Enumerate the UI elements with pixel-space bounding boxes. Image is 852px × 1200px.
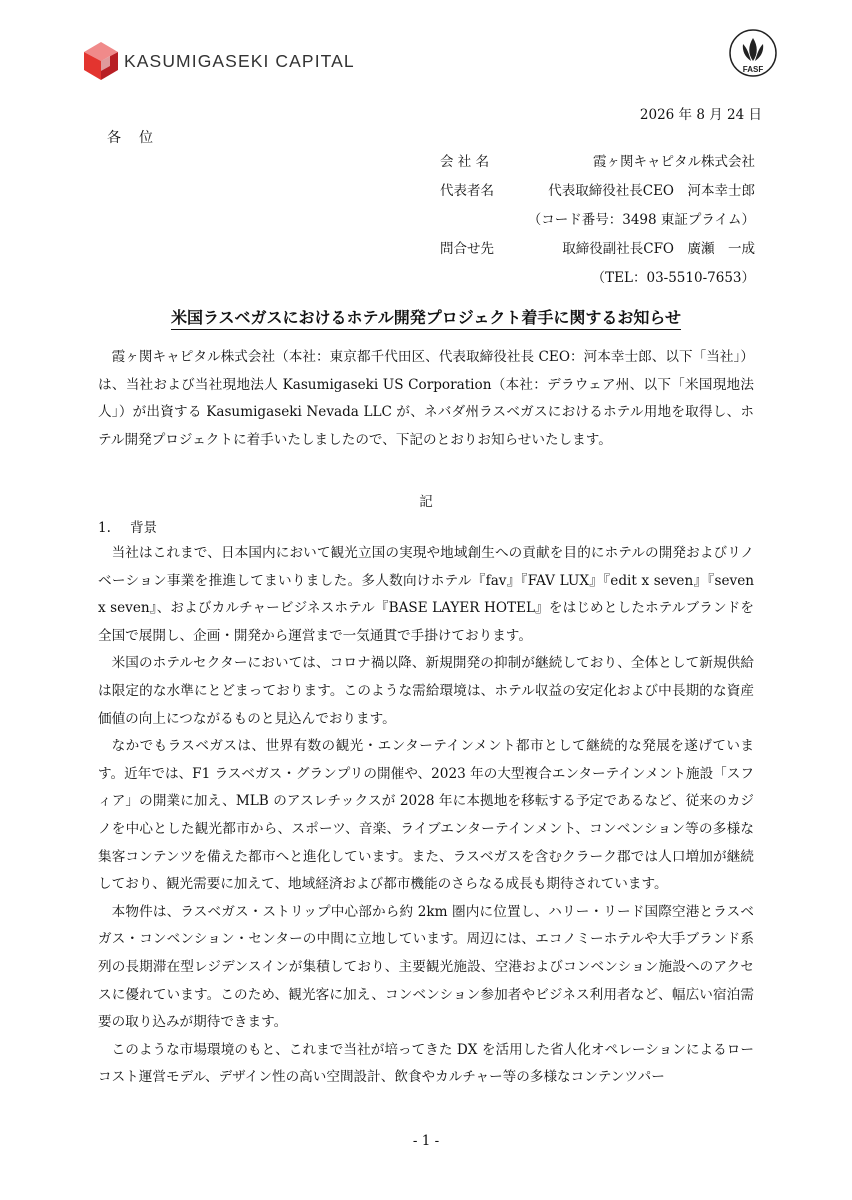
representative-row — [440, 179, 755, 208]
stock-code: （コード番号：3498 東証プライム） — [527, 212, 755, 228]
section-number: 1. — [98, 520, 111, 536]
logo-text: KASUMIGASEKI CAPITAL — [124, 51, 355, 71]
intro-section — [98, 344, 754, 454]
recipient: 各位 — [107, 130, 171, 146]
tel-row — [440, 266, 755, 295]
contact-label: 問合せ先 — [440, 241, 494, 257]
body-paragraph: 本物件は、ラスベガス・ストリップ中心部から約 2km 圏内に位置し、ハリー・リード国際空港とラスベガス・コンベンション・センターの中間に立地しています。周辺には、エコノミーホテルや大手ブランド系列の長期滞在型レジデンスインが集積しており、主要観光施設、空港およびコンベンション施設へのアクセスに優れています。このため、観光客に加え、コンベンション参加者やビジネス利用者など、幅広い宿泊需要の取り込みが期待できます。 — [98, 903, 754, 1031]
body-paragraph: 米国のホテルセクターにおいては、コロナ禍以降、新規開発の抑制が継続しており、全体として新規供給は限定的な水準にとどまっております。このような需給環境は、ホテル収益の安定化および中長期的な資産価値の向上につながるものと見込んでおります。 — [98, 655, 754, 727]
body-paragraph: このような市場環境のもと、これまで当社が培ってきた DX を活用した省人化オペレーションによるローコスト運営モデル、デザイン性の高い空間設計、飲食やカルチャー等の多様なコンテンツパー — [98, 1041, 754, 1086]
fasf-mark — [728, 28, 778, 78]
company-logo — [84, 42, 355, 80]
document-title-text: 米国ラスベガスにおけるホテル開発プロジェクト着手に関するお知らせ — [171, 308, 681, 330]
representative-name: 代表取締役社長CEO 河本幸士郎 — [548, 183, 755, 199]
contact-name: 取締役副社長CFO 廣瀬 一成 — [562, 241, 755, 257]
fasf-label: FASF — [742, 65, 764, 74]
ki-marker: 記 — [419, 494, 433, 510]
body-paragraph: 当社はこれまで、日本国内において観光立国の実現や地域創生への貢献を目的にホテルの開発およびリノベーション事業を推進してまいりました。多人数向けホテル『fav』『FAV LUX』『edit x seven』『seven x seven』、およびカルチャービジネスホテル『BASE LAYER HOTEL』をはじめとしたホテルブランドを全国で展開し、企画・開発から運営まで一気通貫で手掛けております。 — [98, 545, 754, 644]
company-label: 会 社 名 — [440, 154, 490, 170]
tel-number: （TEL：03-5510-7653） — [591, 270, 755, 286]
logo-mark-icon — [84, 42, 118, 80]
intro-paragraph: 霞ヶ関キャピタル株式会社（本社：東京都千代田区、代表取締役社長 CEO：河本幸士郎、以下「当社」）は、当社および当社現地法人 Kasumigaseki US Corporation（本社：デラウェア州、以下「米国現地法人」）が出資する Kasumigaseki Nevada LLC が、ネバダ州ラスベガスにおけるホテル用地を取得し、ホテル開発プロジェクトに着手いたしましたので、下記のとおりお知らせいたします。 — [98, 349, 754, 448]
company-row — [440, 150, 755, 179]
document-title — [0, 305, 852, 328]
representative-label: 代表者名 — [440, 183, 494, 199]
release-date: 2026 年 8 月 24 日 — [639, 107, 762, 123]
stock-code-row — [440, 208, 755, 237]
section-title: 背景 — [130, 520, 157, 536]
issuer-block — [440, 150, 755, 295]
section-heading — [98, 516, 157, 536]
body-content — [98, 540, 754, 1092]
page-number: - 1 - — [412, 1133, 440, 1149]
contact-row — [440, 237, 755, 266]
body-paragraph: なかでもラスベガスは、世界有数の観光・エンターテインメント都市として継続的な発展を遂げています。近年では、F1 ラスベガス・グランプリの開催や、2023 年の大型複合エンターテインメント施設「スフィア」の開業に加え、MLB のアスレチックスが 2028 年に本拠地を移転する予定であるなど、従来のカジノを中心とした観光都市から、スポーツ、音楽、ライブエンターテインメント、コンベンション等の多様な集客コンテンツを備えた都市へと進化しています。また、ラスベガスを含むクラーク郡では人口増加が継続しており、観光需要に加えて、地域経済および都市機能のさらなる成長も期待されています。 — [98, 738, 754, 893]
company-name: 霞ヶ関キャピタル株式会社 — [593, 154, 755, 170]
